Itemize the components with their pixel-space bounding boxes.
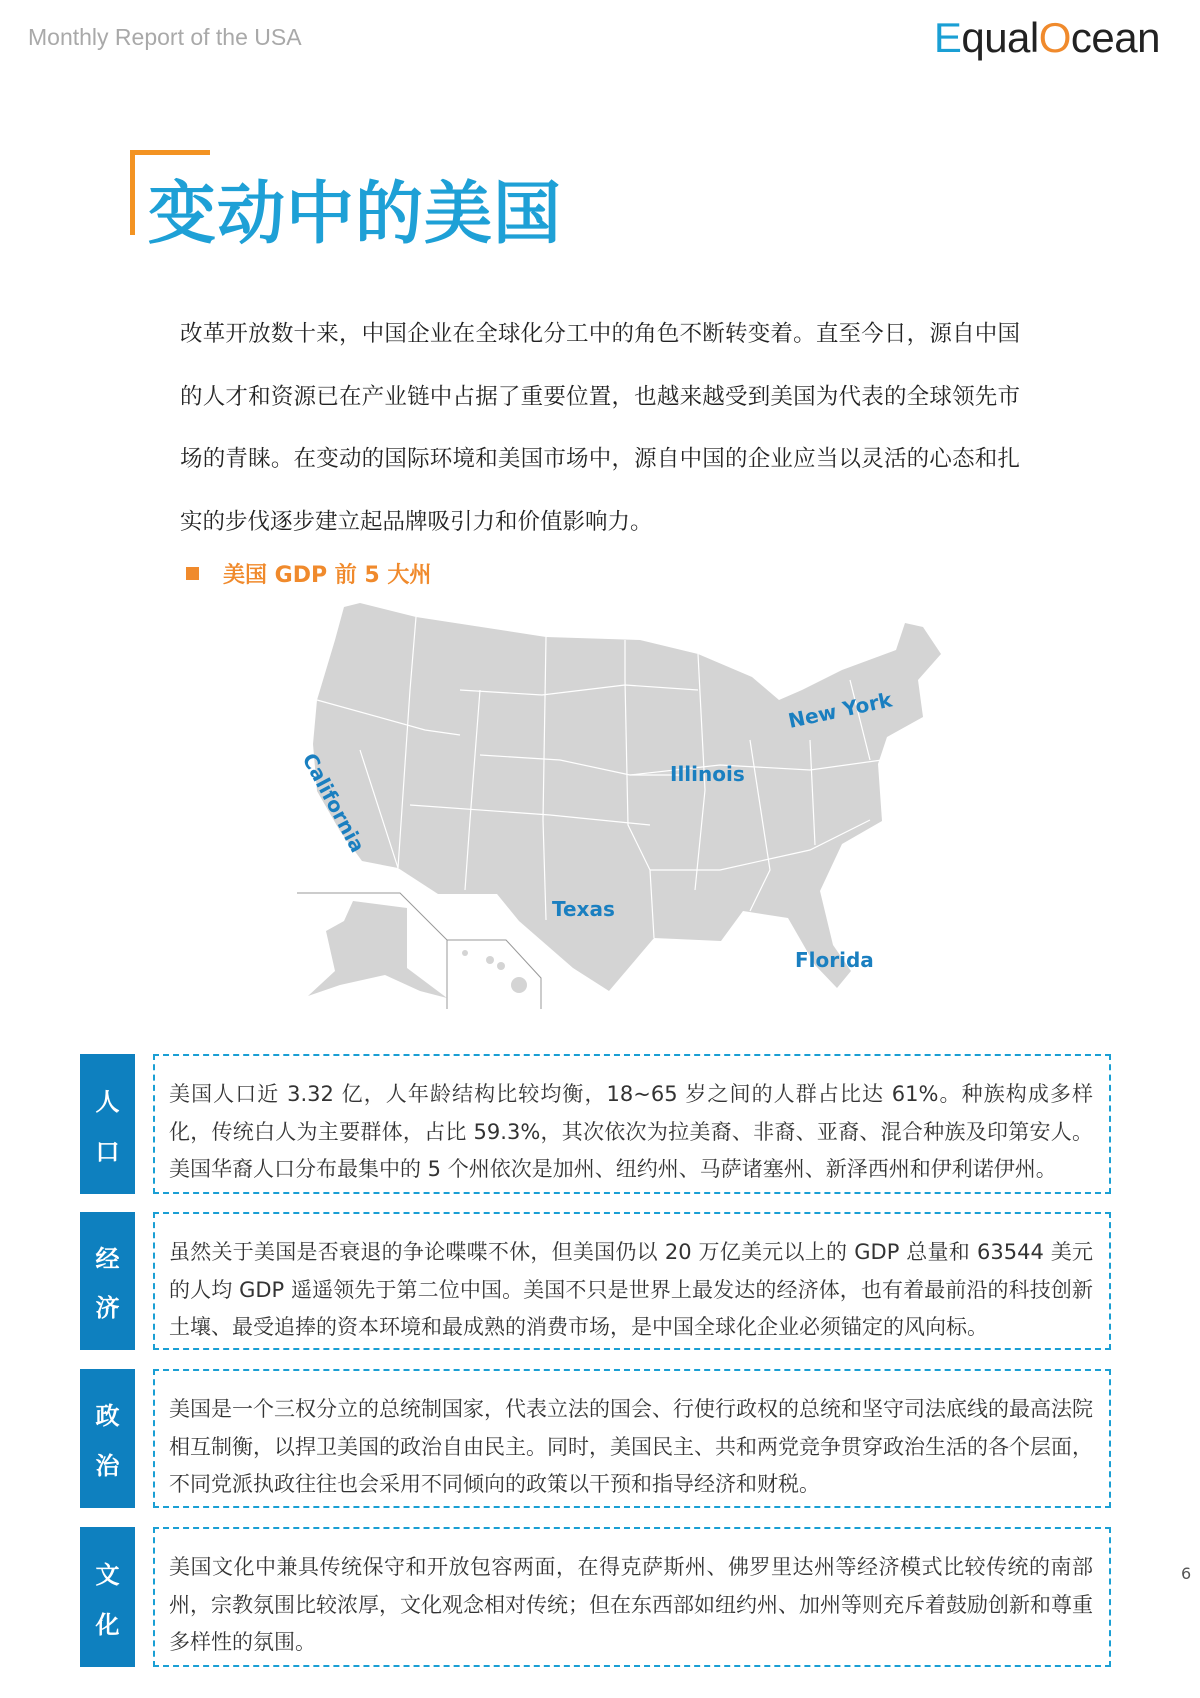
alaska-hawaii-inset xyxy=(297,893,541,1009)
state-label-california: California xyxy=(297,749,370,857)
equalocean-logo xyxy=(934,14,1160,62)
label-char: 经 xyxy=(95,1245,120,1273)
hawaii-island xyxy=(511,977,527,993)
section-text: 美国人口近 3.32 亿，人年龄结构比较均衡，18~65 岁之间的人群占比达 61%。种族构成多样化，传统白人为主要群体，占比 59.3%，其次依次为拉美裔、非裔、亚裔、混合种族及印第安人。美国华裔人口分布最集中的 5 个州依次是加州、纽约州、马萨诸塞州、新泽西州和伊利诺伊州。 xyxy=(169,1082,1093,1181)
logo-o: O xyxy=(1038,14,1071,61)
section-box-population xyxy=(153,1054,1111,1194)
logo-e: E xyxy=(933,14,962,61)
section-text: 美国文化中兼具传统保守和开放包容两面，在得克萨斯州、佛罗里达州等经济模式比较传统的南部州，宗教氛围比较浓厚，文化观念相对传统；但在东西部如纽约州、加州等则充斥着鼓励创新和尊重多样性的氛围。 xyxy=(169,1555,1093,1654)
section-text: 虽然关于美国是否衰退的争论喋喋不休，但美国仍以 20 万亿美元以上的 GDP 总量和 63544 美元的人均 GDP 遥遥领先于第二位中国。美国不只是世界上最发达的经济体，也有着最前沿的科技创新土壤、最受追捧的资本环境和最成熟的消费市场，是中国全球化企业必须锚定的风向标。 xyxy=(169,1240,1093,1339)
section-label-population xyxy=(80,1054,135,1194)
section-text: 美国是一个三权分立的总统制国家，代表立法的国会、行使行政权的总统和坚守司法底线的最高法院相互制衡，以捍卫美国的政治自由民主。同时，美国民主、共和两党竞争贯穿政治生活的各个层面，不同党派执政往往也会采用不同倾向的政策以干预和指导经济和财税。 xyxy=(169,1397,1093,1496)
label-char: 政 xyxy=(95,1402,120,1431)
state-label-illinois: Illinois xyxy=(670,762,745,786)
state-label-texas: Texas xyxy=(552,897,615,921)
hawaii-island xyxy=(462,950,468,956)
section-box-economy xyxy=(153,1212,1111,1350)
state-label-new-york: New York xyxy=(786,687,895,733)
map-subtitle xyxy=(186,558,431,589)
page-number: 6 xyxy=(1181,1564,1192,1583)
page-title: 变动中的美国 xyxy=(148,175,563,254)
map-subtitle-text: 美国 GDP 前 5 大州 xyxy=(223,563,432,588)
label-char: 济 xyxy=(95,1294,120,1322)
hawaii-island xyxy=(486,956,494,964)
label-char: 治 xyxy=(95,1451,120,1480)
hawaii-island xyxy=(497,962,505,970)
label-char: 化 xyxy=(95,1610,120,1639)
section-label-culture xyxy=(80,1527,135,1667)
state-label-florida: Florida xyxy=(795,948,874,972)
section-label-politics xyxy=(80,1369,135,1508)
bullet-square-icon xyxy=(186,567,199,580)
section-label-economy xyxy=(80,1212,135,1350)
label-char: 口 xyxy=(95,1137,120,1166)
label-char: 文 xyxy=(95,1560,120,1589)
report-header-title: Monthly Report of the USA xyxy=(28,24,302,50)
us-map xyxy=(250,590,950,1010)
label-char: 人 xyxy=(95,1087,120,1116)
section-box-culture xyxy=(153,1527,1111,1667)
intro-paragraph: 改革开放数十来，中国企业在全球化分工中的角色不断转变着。直至今日，源自中国的人才和资源已在产业链中占据了重要位置，也越来越受到美国为代表的全球领先市场的青睐。在变动的国际环境和美国市场中，源自中国的企业应当以灵活的心态和扎实的步伐逐步建立起品牌吸引力和价值影响力。 xyxy=(180,321,1020,535)
logo-qual: qual xyxy=(961,14,1039,61)
section-box-politics xyxy=(153,1369,1111,1508)
logo-cean: cean xyxy=(1070,14,1160,61)
alaska-shape xyxy=(308,901,447,998)
